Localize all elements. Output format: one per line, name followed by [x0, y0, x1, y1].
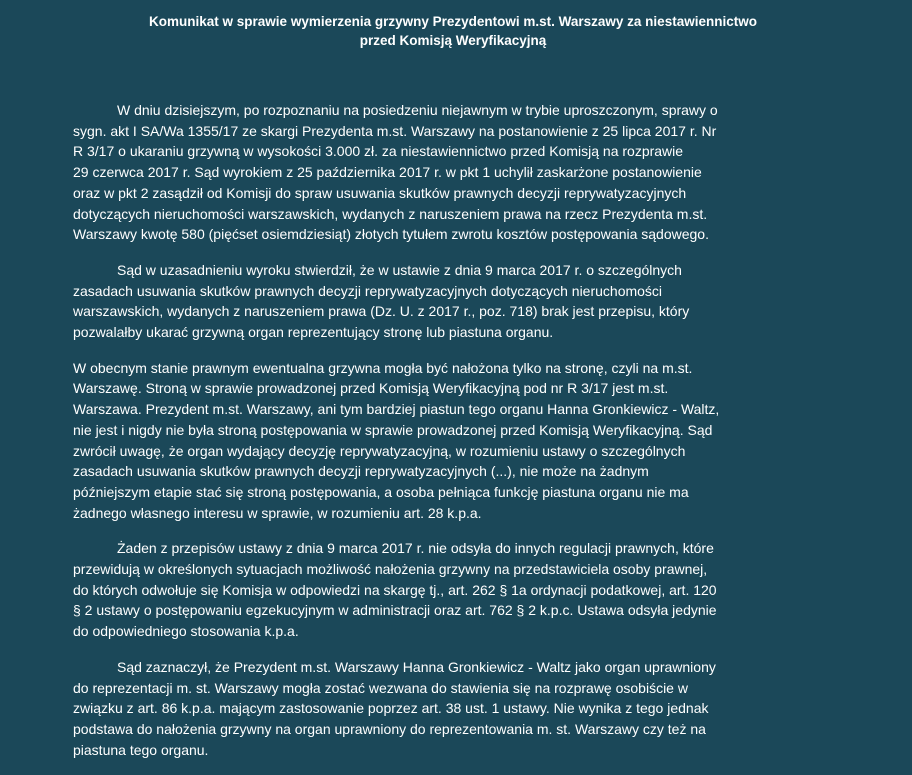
title-line: przed Komisją Weryfikacyjną [359, 33, 547, 48]
text-line: nie jest i nigdy nie była stroną postępowania w sprawie prowadzonej przed Komisją Weryfikacyjną. Sąd [73, 421, 713, 438]
paragraph-2 [73, 260, 853, 343]
text-line: dotyczących nieruchomości warszawskich, wydanych z naruszeniem prawa na rzecz Prezydenta m.st. [73, 205, 708, 222]
text-line: podstawa do nałożenia grzywny na organ uprawniony do reprezentowania m. st. Warszawy czy też na [73, 720, 706, 737]
text-line: piastuna tego organu. [73, 741, 209, 758]
text-line: pozwalałby ukarać grzywną organ reprezentujący stronę lub piastuna organu. [73, 324, 554, 341]
text-line: Sąd w uzasadnieniu wyroku stwierdził, że w ustawie z dnia 9 marca 2017 r. o szczególnych [117, 261, 682, 278]
text-line: zasadach usuwania skutków prawnych decyzji reprywatyzacyjnych (...), nie może na żadnym [73, 463, 649, 480]
paragraph-4 [73, 538, 853, 642]
text-line: sygn. akt I SA/Wa 1355/17 ze skargi Prezydenta m.st. Warszawy na postanowienie z 25 lipca 2017 r. Nr [73, 122, 717, 139]
text-line: późniejszym etapie stać się stroną postępowania, a osoba pełniąca funkcję piastuna organu nie ma [73, 483, 689, 500]
text-line: związku z art. 86 k.p.a. mającym zastosowanie poprzez art. 38 ust. 1 ustawy. Nie wynika z tego jednak [73, 700, 709, 717]
text-line: W dniu dzisiejszym, po rozpoznaniu na posiedzeniu niejawnym w trybie uproszczonym, sprawy o [117, 102, 718, 118]
text-line: do których odwołuje się Komisja w odpowiedzi na skargę tj., art. 262 § 1a ordynacji podatkowej, art. 120 [73, 581, 717, 598]
text-line: do reprezentacji m. st. Warszawy mogła zostać wezwana do stawienia się na rozprawę osobiście w [73, 679, 688, 696]
text-line: oraz w pkt 2 zasądził od Komisji do spraw usuwania skutków prawnych decyzji reprywatyzacyjnych [73, 184, 687, 201]
paragraph-1 [73, 100, 853, 245]
text-line: żadnego własnego interesu w sprawie, w rozumieniu art. 28 k.p.a. [73, 504, 482, 521]
text-line: przewidują w określonych sytuacjach możliwość nałożenia grzywny na przedstawiciela osoby prawnej, [73, 561, 708, 578]
text-line: R 3/17 o ukaraniu grzywną w wysokości 3.000 zł. za niestawiennictwo przed Komisją na rozprawie [73, 143, 684, 160]
text-line: Warszawa. Prezydent m.st. Warszawy, ani tym bardziej piastun tego organu Hanna Gronkiewicz - Waltz, [73, 401, 720, 418]
text-line: § 2 ustawy o postępowaniu egzekucyjnym w administracji oraz art. 762 § 2 k.p.c. Ustawa odsyła jedynie [73, 602, 717, 619]
text-line: Warszawy kwotę 580 (pięćset osiemdziesiąt) złotych tytułem zwrotu kosztów postępowania sądowego. [73, 226, 709, 243]
text-line: W obecnym stanie prawnym ewentualna grzywna mogła być nałożona tylko na stronę, czyli na m.st. [73, 359, 693, 376]
text-line: 29 czerwca 2017 r. Sąd wyrokiem z 25 października 2017 r. w pkt 1 uchylił zaskarżone postanowienie [73, 164, 702, 181]
paragraph-5 [73, 657, 853, 761]
text-line: do odpowiedniego stosowania k.p.a. [73, 623, 299, 640]
document-body [73, 100, 853, 775]
text-line: Żaden z przepisów ustawy z dnia 9 marca 2017 r. nie odsyła do innych regulacji prawnych, które [117, 540, 714, 557]
text-line: zwrócił uwagę, że organ wydający decyzję reprywatyzacyjną, w rozumieniu ustawy o szczególnych [73, 442, 686, 459]
text-line: zasadach usuwania skutków prawnych decyzji reprywatyzacyjnych dotyczących nieruchomości [73, 282, 663, 299]
text-line: Warszawę. Stroną w sprawie prowadzonej przed Komisją Weryfikacyjną pod nr R 3/17 jest m.st. [73, 380, 669, 397]
document-title [40, 12, 866, 50]
title-line: Komunikat w sprawie wymierzenia grzywny Prezydentowi m.st. Warszawy za niestawiennictwo [149, 14, 757, 29]
text-line: warszawskich, wydanych z naruszeniem prawa (Dz. U. z 2017 r., poz. 718) brak jest przepisu, który [73, 303, 690, 320]
paragraph-3 [73, 358, 853, 524]
text-line: Sąd zaznaczył, że Prezydent m.st. Warszawy Hanna Gronkiewicz - Waltz jako organ uprawniony [117, 658, 716, 675]
